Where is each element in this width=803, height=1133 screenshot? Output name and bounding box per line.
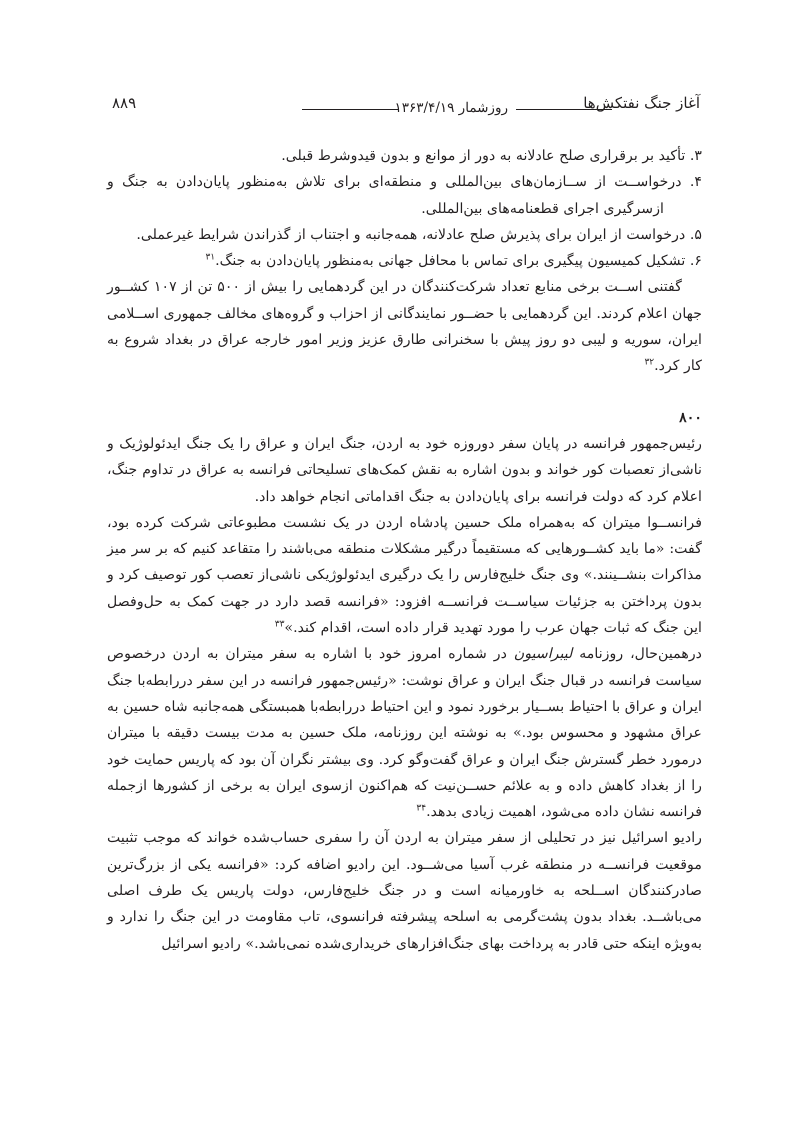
paragraph: رادیو اسرائیل نیز در تحلیلی از سفر میتران به اردن آن را سفری حساب‌شده خواند که موجب تثبیت موقعیت فرانســه در منطقه غرب آسیا می‌شــود. این رادیو اضافه کرد: «فرانسه یکی از بزرگ‌ترین صادرکنندگان اســلحه به خاورمیانه است و در جنگ خلیج‌فارس، دولت پاریس یک طرف اصلی می‌باشــد. بغداد بدون پشت‌گرمی به اسلحه پیشرفته فرانسوی، تاب مقاومت در این جنگ را ندارد و به‌ویژه اینکه حتی قادر به پرداخت بهای جنگ‌افزارهای خریداری‌شده نمی‌باشد.» رادیو اسرائیل [107,830,702,952]
chapter-title: آغاز جنگ نفتکش‌ها [583,94,700,112]
header-rule [302,109,398,110]
paragraph: رئیس‌جمهور فرانسه در پایان سفر دوروزه خود به اردن، جنگ ایران و عراق را یک جنگ ایدئولوژیک و ناشی‌از تعصبات کور خواند و بدون اشاره به نقش کمک‌های تسلیحاتی فرانسه به عراق در تداوم جنگ، اعلام کرد که دولت فرانسه برای پایان‌دادن به جنگ اقداماتی انجام خواهد داد. [107,435,702,505]
paragraph: درهمین‌حال، روزنامه لیبراسیون در شماره امروز خود با اشاره به سفر میتران به اردن درخصوص سیاست فرانسه در قبال جنگ ایران و عراق نوشت: «رئیس‌جمهور فرانسه در این سفر دررابطه‌با جنگ ایران و عراق با احتیاط بســیار برخورد نمود و این احتیاط دررابطه‌با همبستگی همه‌جانبه شاه حسین به عراق مشهود و محسوس بود.» به نوشته این روزنامه، ملک حسین به مدت بیست دقیقه با میتران درمورد خطر گسترش جنگ ایران و عراق گفت‌وگو کرد. وی بیشتر نگران آن بود که پاریس حمایت خود را از بغداد کاهش داده و به علائم حســن‌نیت که هم‌اکنون ازسوی ایران به برخی از کشورها ازجمله فرانسه نشان داده می‌شود، اهمیت زیادی بدهد.$^{۳۴}$ [107,646,702,821]
list-item: ۵. درخواست از ایران برای پذیرش صلح عادلانه، همه‌جانبه و اجتناب از گذراندن شرایط غیرعملی. [136,226,702,243]
running-header [112,88,700,122]
newspaper-name: لیبراسیون [513,646,573,663]
list-item: ۶. تشکیل کمیسیون پیگیری برای تماس با محافل جهانی به‌منظور پایان‌دادن به جنگ.$^{۳۱}$ [205,252,702,270]
paragraph: فرانســوا میتران که به‌همراه ملک حسین پادشاه اردن در یک نشست مطبوعاتی شرکت کرده بود، گفت: «ما باید کشــورهایی که مستقیماً درگیر مشکلات منطقه می‌باشند را متقاعد کنیم که بر سر میز مذاکرات بنشــینند.» وی جنگ خلیج‌فارس را یک درگیری ایدئولوژیکی ناشی‌از تعصب کور توصیف کرد و بدون پرداختن به جزئیات سیاســت فرانســه افزود: «فرانسه قصد دارد در جهت کمک به حل‌وفصل این جنگ که ثبات جهان عرب را مورد تهدید قرار داده است، اقدام کند.»$^{۳۳}$ [107,514,702,637]
paragraph: گفتنی اســت برخی منابع تعداد شرکت‌کنندگان در این گردهمایی را بیش از ۵۰۰ تن از ۱۰۷ کشــور جهان اعلام کردند. این گردهمایی با حضــور نمایندگانی از احزاب و گروه‌های مخالف جمهوری اســلامی ایران، سوریه و لیبی دو روز پیش با سخنرانی طارق عزیز وزیر امور خارجه عراق در بغداد شروع به کار کرد.$^{۳۲}$ [107,279,702,375]
footnote-ref: ۳۲ [644,357,655,368]
footnote-ref: ۳۱ [205,252,216,263]
chronology-date: روزشمار ۱۳۶۳/۴/۱۹ [394,100,508,116]
list-item: ۴. درخواســت از ســازمان‌های بین‌المللی و منطقه‌ای برای تلاش به‌منظور پایان‌دادن به جنگ و ازسرگیری اجرای قطعنامه‌های بین‌المللی. [107,174,702,217]
entry-number: ۸۰۰ [679,409,702,426]
footnote-ref: ۳۳ [274,619,285,630]
page-body [107,143,702,957]
list-item: ۳. تأکید بر برقراری صلح عادلانه به دور از موانع و بدون قیدوشرط قبلی. [281,148,702,164]
footnote-ref: ۳۴ [416,803,427,814]
header-rule [516,109,612,110]
page-number: ۸۸۹ [112,94,137,112]
